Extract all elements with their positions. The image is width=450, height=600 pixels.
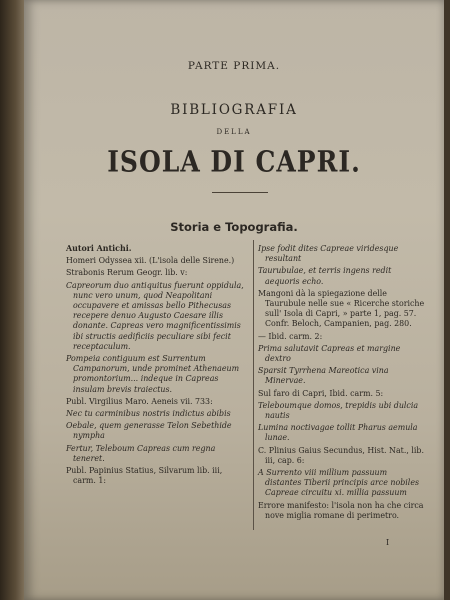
paragraph: Sparsit Tyrrhena Mareotica vina Minervae. — [258, 366, 389, 386]
paragraph: C. Plinius Gaius Secundus, Hist. Nat., lib. iii, cap. 6: — [258, 445, 424, 465]
paragraph: Strabonis Rerum Geogr. lib. v: — [66, 268, 188, 278]
left-column — [66, 244, 246, 488]
paragraph: — Ibid. carm. 2: — [258, 331, 323, 341]
page-folio: I — [386, 538, 390, 547]
paragraph: Autori Antichi. — [66, 244, 132, 253]
paragraph: Oebale, quem generasse Telon Sebethide nympha — [66, 421, 232, 441]
right-column — [258, 244, 426, 523]
paragraph: Homeri Odyssea xii. (L'isola delle Sirene.) — [66, 256, 235, 266]
paragraph: Publ. Papinius Statius, Silvarum lib. iii, carm. 1: — [66, 466, 223, 486]
title-rule — [212, 192, 268, 193]
title-della: DELLA — [216, 128, 252, 136]
paragraph: Teleboumque domos, trepidis ubi dulcia nautis — [258, 400, 419, 421]
paragraph: Publ. Virgilius Maro. Aeneis vii. 733: — [66, 396, 213, 406]
column-divider — [253, 240, 254, 530]
paragraph: Sul faro di Capri, Ibid. carm. 5: — [258, 388, 384, 398]
paragraph: Lumina noctivagae tollit Pharus aemula lunae. — [258, 423, 418, 443]
paragraph: Capreorum duo antiquitus fuerunt oppidula, nunc vero unum, quod Neapolitani occupavere et amissas bello Pithecusas recepere denuo Augusto Caesare illis donante. Capreas vero magnificentissimis ibi structis aedificiis peculiare sibi fecit receptaculum. — [66, 280, 244, 351]
paragraph: Nec tu carminibus nostris indictus abibis — [66, 409, 231, 419]
section-heading: Storia e Topografia. — [170, 220, 298, 234]
paragraph: A Surrento viii millium passuum distantes Tiberii principis arce nobiles Capreae circuitu xi. millia passuum — [258, 468, 420, 498]
paragraph: Taurubulae, et terris ingens redit aequoris echo. — [258, 266, 392, 286]
paragraph: Mangoni dà la spiegazione delle Taurubule nelle sue « Ricerche storiche sull' Isola di Capri, » parte 1, pag. 57. Confr. Beloch, Campanien, pag. 280. — [258, 288, 425, 329]
paragraph: Ipse fodit dites Capreae viridesque resultant — [258, 244, 399, 264]
title-main: ISOLA DI CAPRI. — [107, 145, 361, 179]
paragraph: Fertur, Teleboum Capreas cum regna teneret. — [66, 443, 216, 463]
paragraph: Pompeia contiguum est Surrentum Campanorum, unde prominet Athenaeum promontorium... indeque in Capreas insulam brevis traiectus. — [66, 354, 240, 394]
book-page — [24, 0, 444, 600]
part-heading: PARTE PRIMA. — [187, 60, 281, 72]
paragraph: Errore manifesto: l'isola non ha che circa nove miglia romane di perimetro. — [258, 500, 424, 520]
title-bibliografia: BIBLIOGRAFIA — [170, 102, 298, 118]
paragraph: Prima salutavit Capreas et margine dextro — [258, 343, 401, 364]
